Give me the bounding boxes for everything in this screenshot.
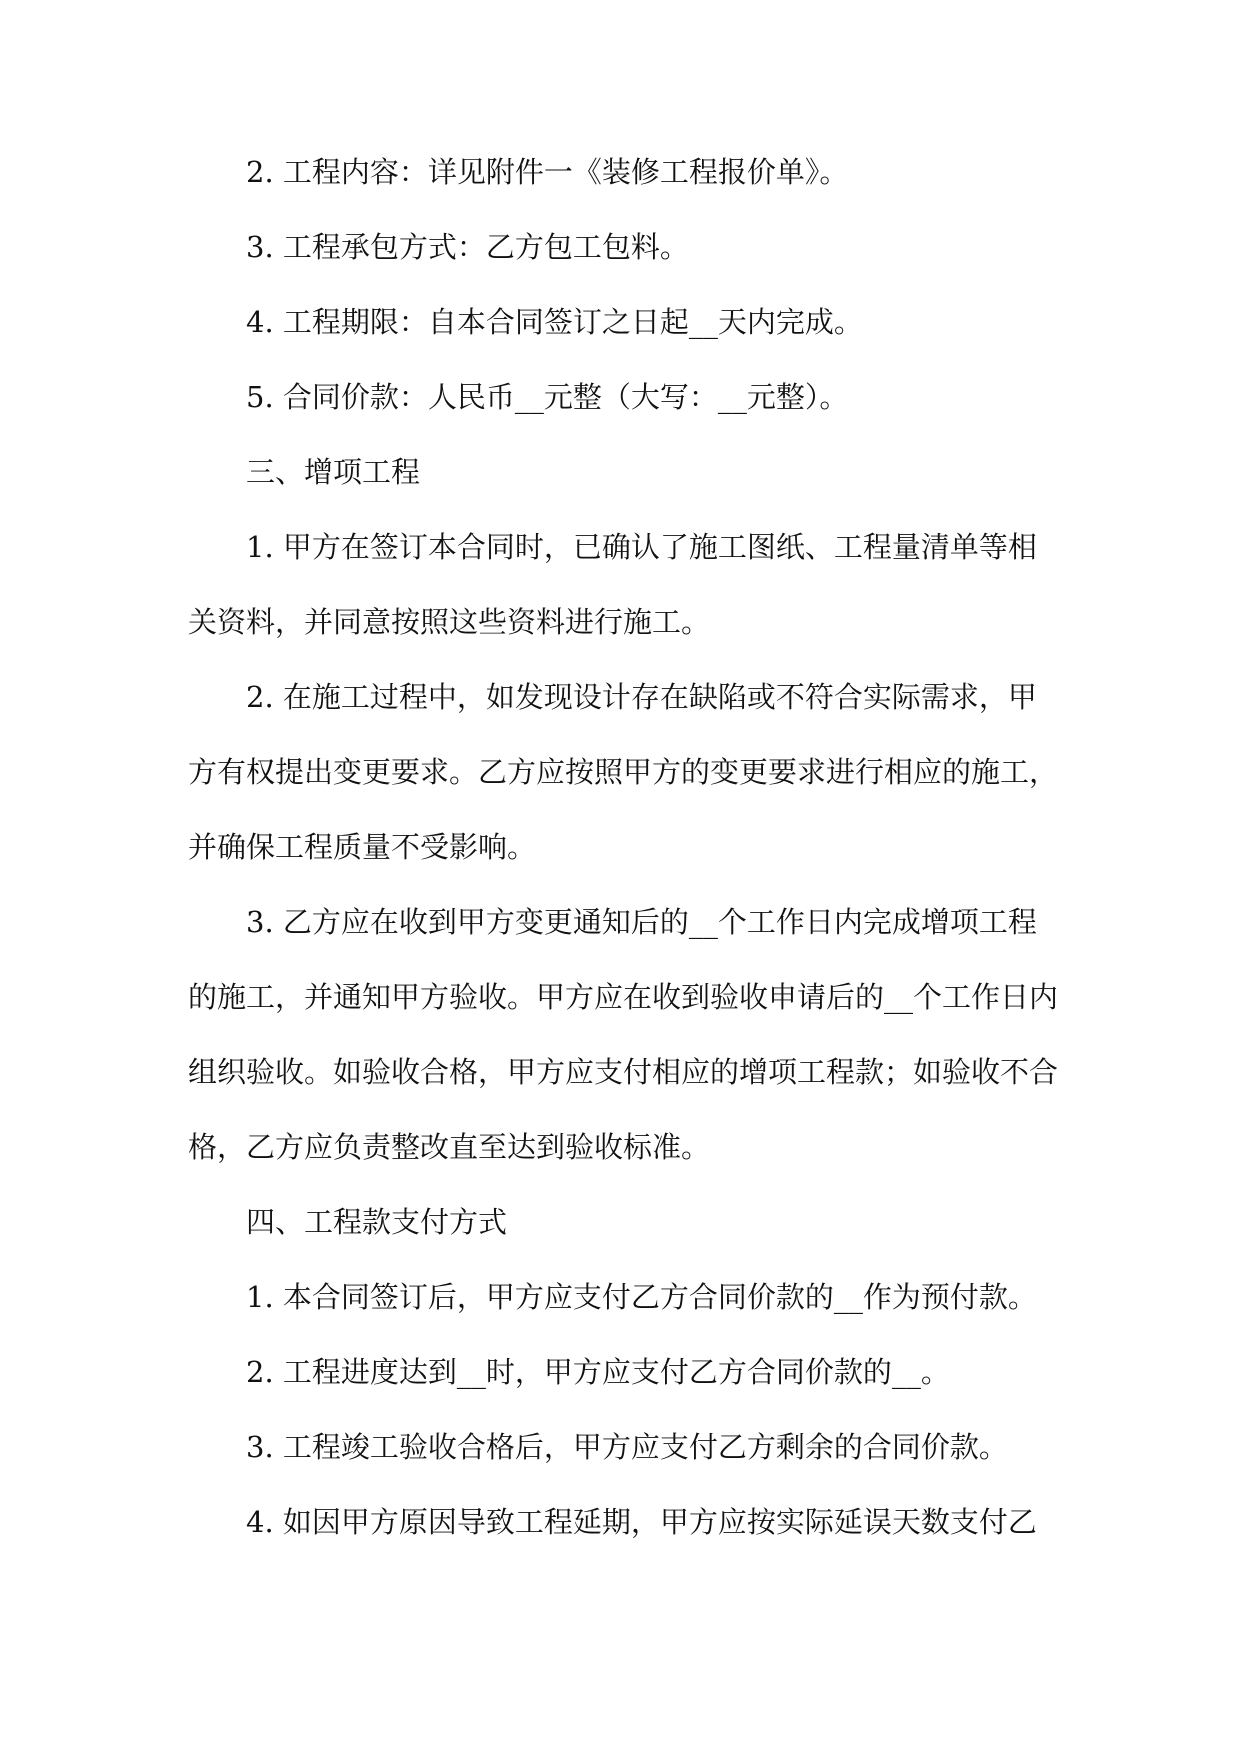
payment-clause-1: 1. 本合同签订后，甲方应支付乙方合同价款的__作为预付款。 [246,1280,1037,1314]
clause-3-contract-method: 3. 工程承包方式：乙方包工包料。 [246,230,689,264]
clause-5-contract-price: 5. 合同价款：人民币__元整（大写：__元整）。 [246,380,849,414]
additional-work-clause-3: 3. 乙方应在收到甲方变更通知后的__个工作日内完成增项工程的施工，并通知甲方验收。甲方应在收到验收申请后的__个工作日内组织验收。如验收合格，甲方应支付相应的增项工程款；如验收不合格，乙方应负责整改直至达到验收标准。 [188,905,1059,1164]
additional-work-clause-1: 1. 甲方在签订本合同时，已确认了施工图纸、工程量清单等相关资料，并同意按照这些资料进行施工。 [188,530,1037,639]
payment-clause-3: 3. 工程竣工验收合格后，甲方应支付乙方剩余的合同价款。 [246,1430,1008,1464]
clause-2-work-content: 2. 工程内容：详见附件一《装修工程报价单》。 [246,155,849,189]
section-heading-additional-work: 三、增项工程 [246,455,421,489]
additional-work-clause-2: 2. 在施工过程中，如发现设计存在缺陷或不符合实际需求，甲方有权提出变更要求。乙方应按照甲方的变更要求进行相应的施工，并确保工程质量不受影响。 [188,680,1059,864]
document-body [188,135,1060,1560]
payment-clause-2: 2. 工程进度达到__时，甲方应支付乙方合同价款的__。 [246,1355,950,1389]
payment-clause-4: 4. 如因甲方原因导致工程延期，甲方应按实际延误天数支付乙 [246,1505,1037,1539]
section-heading-payment-method: 四、工程款支付方式 [246,1205,508,1239]
clause-4-work-period: 4. 工程期限：自本合同签订之日起__天内完成。 [246,305,863,339]
